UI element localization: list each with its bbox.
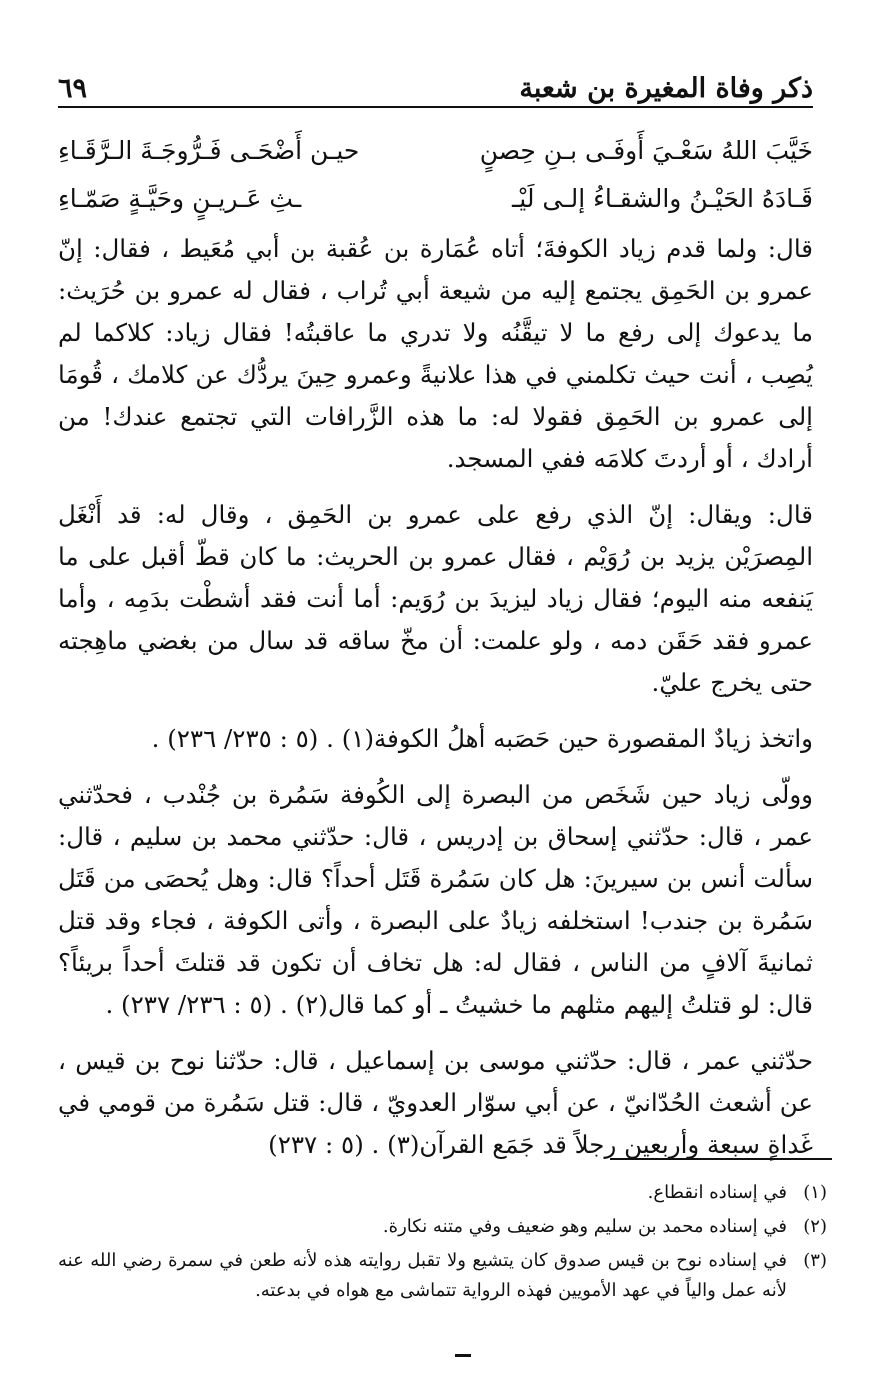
verse-first-hemistich: قَـادَهُ الحَيْـنُ والشقـاءُ إلـى لَيْـ bbox=[511, 183, 813, 213]
footnote-number: (٣) bbox=[803, 1250, 827, 1271]
footnote bbox=[58, 1246, 827, 1306]
verse-line bbox=[58, 174, 813, 222]
paragraph: حدّثني عمر ، قال: حدّثني موسى بن إسماعيل ، قال: حدّثنا نوح بن قيس ، عن أشعث الحُدّانيّ ، عن أبي سوّار العدويّ ، قال: قتل سَمُرة من قومي في غَداةٍ سبعة وأربعين رجلاً قد جَمَع القرآن(٣) . (٥ : ٢٣٧) bbox=[58, 1046, 813, 1159]
paragraph: قال: ويقال: إنّ الذي رفع على عمرو بن الحَمِق ، وقال له: قد أَنْغَل المِصرَيْن يزيد بن رُوَيْم ، فقال عمرو بن الحريث: ما كان قطّ أقبل على ما يَنفعه منه اليوم؛ فقال زياد ليزيدَ بن رُوَيم: أما أنت فقد أشطْت بدَمِه ، وأما عمرو فقد حَقَن دمه ، ولو علمت: أن مخّ ساقه قد سال من بغضي ماهِجته حتى يخرج عليّ. bbox=[58, 500, 813, 697]
verse-first-hemistich: خَيَّبَ اللهُ سَعْـيَ أَوفَـى بـنِ حِصنٍ bbox=[479, 135, 813, 165]
main-text bbox=[58, 228, 813, 1180]
footnote bbox=[58, 1178, 827, 1208]
verse-second-hemistich: ـثِ عَـريـنٍ وحَيَّـةٍ صَمّـاءِ bbox=[58, 183, 302, 213]
footnote-text: في إسناده انقطاع. bbox=[647, 1182, 787, 1203]
poem-block bbox=[58, 126, 813, 222]
header-title: ذكر وفاة المغيرة بن شعبة bbox=[519, 73, 813, 104]
running-header bbox=[58, 62, 813, 104]
paragraph: واتخذ زيادٌ المقصورة حين حَصَبه أهلُ الكوفة(١) . (٥ : ٢٣٥/ ٢٣٦) . bbox=[151, 724, 813, 753]
header-divider bbox=[58, 106, 813, 108]
page-number: ٦٩ bbox=[58, 73, 88, 104]
footnotes bbox=[58, 1178, 827, 1310]
page-bottom-mark bbox=[455, 1354, 471, 1357]
paragraph: وولّى زياد حين شَخَص من البصرة إلى الكُوفة سَمُرة بن جُنْدب ، فحدّثني عمر ، قال: حدّثني إسحاق بن إدريس ، قال: حدّثني محمد بن سليم ، قال: سألت أنس بن سيرينَ: هل كان سَمُرة قَتَل أحداً؟ قال: وهل يُحصَى من قَتَل سَمُرة بن جندب! استخلفه زيادٌ على البصرة ، وأتى الكوفة ، فجاء وقد قتل ثمانيةَ آلافٍ من الناس ، فقال له: هل تخاف أن تكون قد قتلتَ أحداً بريئاً؟ قال: لو قتلتُ إليهم مثلهم ما خشيتُ ـ أو كما قال(٢) . (٥ : ٢٣٦/ ٢٣٧) . bbox=[58, 780, 813, 1019]
footnote bbox=[58, 1212, 827, 1242]
footnote-divider bbox=[610, 1158, 832, 1160]
footnote-number: (٢) bbox=[803, 1216, 827, 1237]
verse-second-hemistich: حيـن أَضْحَـى فَـرُّوجَـةَ الـرَّقَـاءِ bbox=[58, 135, 360, 165]
paragraph: قال: ولما قدم زياد الكوفةَ؛ أتاه عُمَارة بن عُقبة بن أبي مُعَيط ، فقال: إنّ عمرو بن الحَمِق يجتمع إليه من شيعة أبي تُراب ، فقال له عمرو بن حُرَيث: ما يدعوك إلى رفع ما لا تيقَّنُه ولا تدري ما عاقبتُه! فقال زياد: كلاكما لم يُصِب ، أنت حيث تكلمني في هذا علانيةً وعمرو حِينَ يردُّك عن كلامك ، قُومَا إلى عمرو بن الحَمِق فقولا له: ما هذه الزَّرافات التي تجتمع عندك! من أرادك ، أو أردتَ كلامَه ففي المسجد. bbox=[58, 234, 813, 473]
footnote-number: (١) bbox=[803, 1182, 827, 1203]
verse-line bbox=[58, 126, 813, 174]
footnote-text: في إسناده محمد بن سليم وهو ضعيف وفي متنه نكارة. bbox=[382, 1216, 787, 1237]
footnote-text: في إسناده نوح بن قيس صدوق كان يتشيع ولا تقبل روايته هذه لأنه طعن في سمرة رضي الله عنه لأنه عمل والياً في عهد الأمويين فهذه الرواية تتماشى مع هواه في بدعته. bbox=[58, 1250, 787, 1301]
